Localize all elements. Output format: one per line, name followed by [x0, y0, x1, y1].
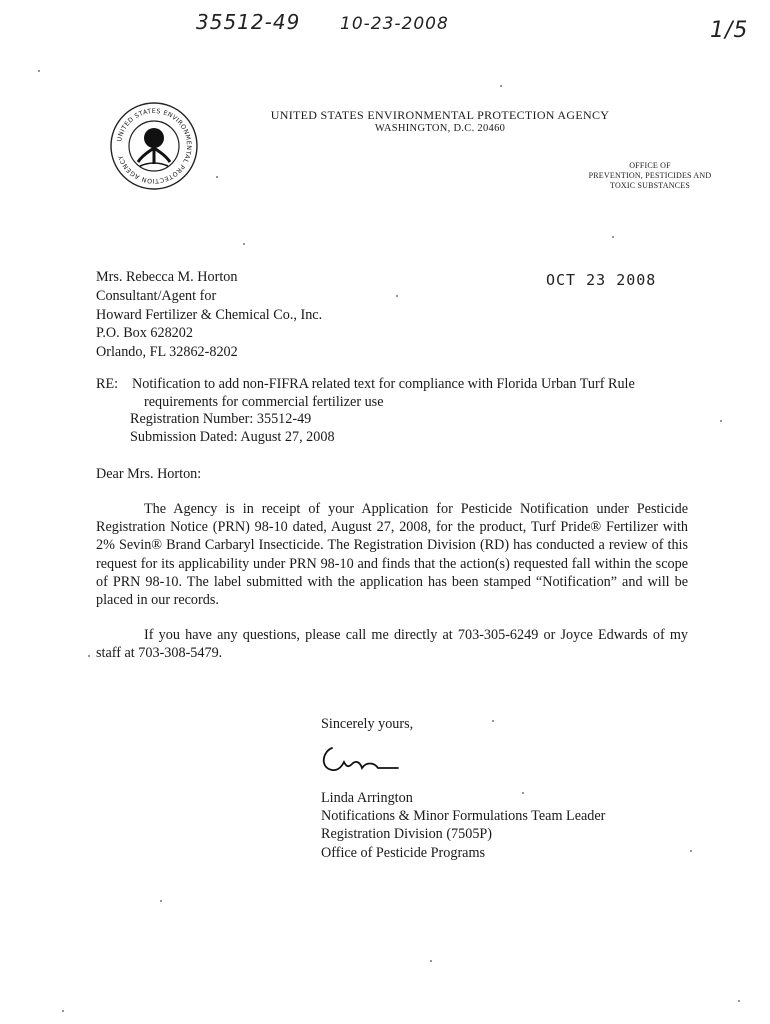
re-block: [96, 376, 696, 448]
scan-speck: [612, 236, 614, 238]
scan-speck: [396, 295, 398, 297]
agency-city: WASHINGTON, D.C. 20460: [374, 123, 506, 134]
handwritten-signature: [318, 738, 408, 778]
scan-speck: [430, 960, 432, 962]
signer-office: Office of Pesticide Programs: [321, 844, 486, 861]
agency-name: UNITED STATES ENVIRONMENTAL PROTECTION AGENCY: [270, 108, 610, 122]
scan-speck: [500, 85, 502, 87]
scan-speck: [738, 1000, 740, 1002]
scan-speck: [690, 850, 692, 852]
seal-ring-text: UNITED STATES ENVIRONMENTAL PROTECTION AGENCY: [116, 107, 193, 185]
recipient-line-4: P.O. Box 628202: [96, 325, 193, 342]
scan-speck: [216, 176, 218, 178]
recipient-line-3: Howard Fertilizer & Chemical Co., Inc.: [96, 306, 323, 323]
signer-division: Registration Division (7505P): [321, 826, 493, 843]
scan-speck: [522, 792, 524, 794]
signer-title: Notifications & Minor Formulations Team Leader: [321, 808, 606, 825]
scan-speck: [88, 655, 90, 657]
re-subject: [132, 376, 692, 411]
handwritten-date: 10-23-2008: [340, 14, 449, 34]
office-line-2: PREVENTION, PESTICIDES AND: [588, 171, 712, 180]
re-submission-date: Submission Dated: August 27, 2008: [130, 429, 335, 445]
re-label: RE:: [96, 376, 119, 392]
closing: Sincerely yours,: [321, 716, 414, 732]
re-line-1: Notification to add non-FIFRA related text for compliance with Florida Urban Turf Rule: [132, 376, 635, 392]
scan-speck: [38, 70, 40, 72]
body-paragraph-1: [96, 500, 688, 609]
body-paragraph-1-text: The Agency is in receipt of your Application for Pesticide Notification under Pesticide Registration Notice (PRN) 98-10 dated, August 27, 2008, for the product, Turf Pride® Fertilizer with 2% Sevin® Brand Carbaryl Insecticide. The Registration Division (RD) has conducted a review of this request for its applicability under PRN 98-10 and finds that the action(s) requested fall within the scope of PRN 98-10. The label submitted with the application has been stamped “Notification” and will be placed in our records.: [96, 501, 688, 609]
office-line-1: OFFICE OF: [629, 161, 671, 170]
body-paragraph-2: [96, 626, 688, 662]
handwritten-page-number: 1/5: [710, 18, 749, 43]
office-line-3: TOXIC SUBSTANCES: [610, 181, 690, 190]
scan-speck: [160, 900, 162, 902]
epa-seal-logo: [108, 100, 200, 192]
re-registration-number: Registration Number: 35512-49: [130, 411, 312, 427]
office-block: [560, 161, 740, 191]
date-stamp: OCT 23 2008: [546, 271, 657, 289]
scan-speck: [243, 243, 245, 245]
body-paragraph-2-text: If you have any questions, please call me directly at 703-305-6249 or Joyce Edwards of my staff at 703-308-5479.: [96, 627, 688, 662]
recipient-line-5: Orlando, FL 32862-8202: [96, 344, 238, 361]
signer-name: Linda Arrington: [321, 790, 413, 806]
salutation: Dear Mrs. Horton:: [96, 466, 202, 482]
scan-speck: [492, 720, 494, 722]
handwritten-reg-number: 35512-49: [196, 10, 301, 34]
recipient-line-1: Mrs. Rebecca M. Horton: [96, 269, 238, 285]
scan-speck: [62, 1010, 64, 1012]
signature-block: [321, 789, 605, 862]
recipient-line-2: Consultant/Agent for: [96, 287, 217, 304]
recipient-address: [96, 268, 322, 362]
scan-speck: [720, 420, 722, 422]
re-line-2: requirements for commercial fertilizer use: [144, 393, 384, 410]
